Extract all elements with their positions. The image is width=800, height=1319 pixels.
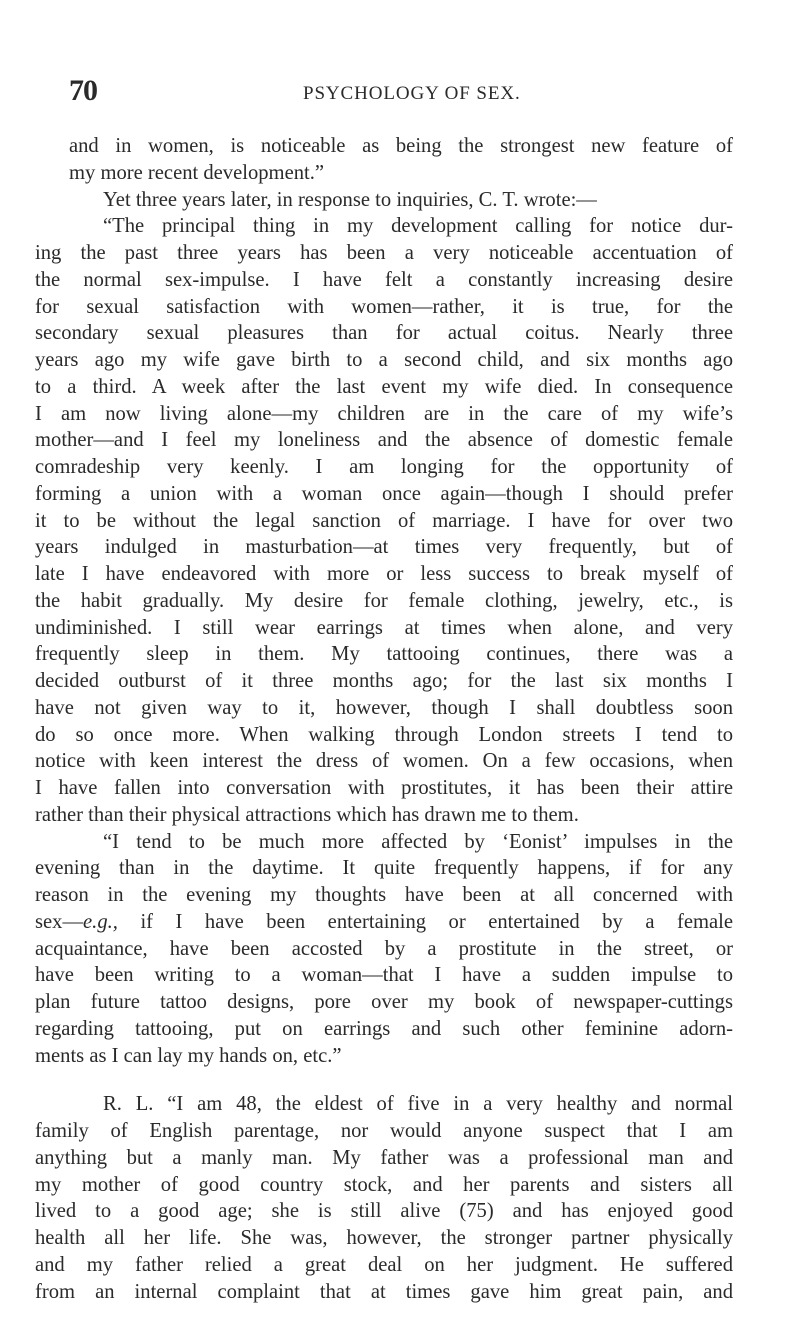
text-line: I am now living alone—my children are in the care of my wife’s bbox=[35, 402, 733, 425]
running-head bbox=[69, 76, 734, 110]
text-line: notice with keen interest the dress of women. On a few occasions, when bbox=[35, 750, 733, 773]
text-line: have not given way to it, however, though I shall doubtless soon bbox=[35, 696, 733, 719]
body-text bbox=[35, 133, 733, 1305]
text-line: ing the past three years has been a very noticeable accentuation of bbox=[35, 242, 733, 264]
running-title: PSYCHOLOGY OF SEX. bbox=[303, 83, 521, 104]
text-line: my mother of good country stock, and her parents and sisters all bbox=[35, 1173, 733, 1196]
paragraph-case-rl bbox=[35, 1091, 733, 1305]
text-line: “I tend to be much more affected by ‘Eonist’ impulses in the bbox=[103, 830, 733, 853]
text-line: the habit gradually. My desire for female clothing, jewelry, etc., is bbox=[35, 589, 733, 612]
text-line: “The principal thing in my development calling for notice dur- bbox=[103, 215, 733, 238]
text-line: from an internal complaint that at times gave him great pain, and bbox=[35, 1280, 733, 1303]
text-line: family of English parentage, nor would anyone suspect that I am bbox=[35, 1120, 733, 1142]
page-number: 70 bbox=[69, 74, 97, 107]
text-line: late I have endeavored with more or less success to break myself of bbox=[35, 563, 733, 585]
text-line: plan future tattoo designs, pore over my book of newspaper-cuttings bbox=[35, 991, 733, 1013]
text-line: for sexual satisfaction with women—rather, it is true, for the bbox=[35, 295, 733, 318]
text-line: it to be without the legal sanction of marriage. I have for over two bbox=[35, 509, 733, 532]
text-line: decided outburst of it three months ago; for the last six months I bbox=[35, 670, 733, 692]
text-line: my more recent development.” bbox=[69, 161, 325, 184]
text-run: sex— bbox=[35, 910, 84, 933]
paragraph-quote-eonist bbox=[35, 829, 733, 1070]
text-line: and my father relied a great deal on her judgment. He suffered bbox=[35, 1253, 733, 1276]
italic-abbreviation: e.g., bbox=[83, 910, 118, 933]
paragraph-continuation bbox=[69, 133, 733, 187]
paragraph-quote-principal bbox=[35, 213, 733, 828]
text-line: have been writing to a woman—that I have a sudden impulse to bbox=[35, 964, 733, 987]
text-line: ments as I can lay my hands on, etc.” bbox=[35, 1044, 342, 1067]
paragraph-wrote bbox=[69, 187, 733, 214]
text-line: rather than their physical attractions which has drawn me to them. bbox=[35, 803, 579, 826]
text-line: years indulged in masturbation—at times very frequently, but of bbox=[35, 536, 733, 559]
text-line: reason in the evening my thoughts have been at all concerned with bbox=[35, 884, 733, 906]
text-line: anything but a manly man. My father was a professional man and bbox=[35, 1146, 733, 1169]
text-line: and in women, is noticeable as being the strongest new feature of bbox=[69, 135, 733, 157]
text-line: R. L. “I am 48, the eldest of five in a very healthy and normal bbox=[103, 1093, 733, 1116]
text-line: acquaintance, have been accosted by a prostitute in the street, or bbox=[35, 937, 733, 960]
text-line: health all her life. She was, however, the stronger partner physically bbox=[35, 1227, 733, 1249]
text-line: mother—and I feel my loneliness and the absence of domestic female bbox=[35, 429, 733, 452]
text-line: years ago my wife gave birth to a second child, and six months ago bbox=[35, 349, 733, 371]
text-line: secondary sexual pleasures than for actual coitus. Nearly three bbox=[35, 322, 733, 345]
text-line: frequently sleep in them. My tattooing continues, there was a bbox=[35, 643, 733, 666]
text-line: comradeship very keenly. I am longing for the opportunity of bbox=[35, 456, 733, 478]
text-line: do so once more. When walking through London streets I tend to bbox=[35, 723, 733, 746]
text-line bbox=[35, 909, 733, 936]
text-line: lived to a good age; she is still alive (75) and has enjoyed good bbox=[35, 1200, 733, 1223]
text-line: Yet three years later, in response to inquiries, C. T. wrote:— bbox=[103, 188, 597, 211]
text-line: regarding tattooing, put on earrings and such other feminine adorn- bbox=[35, 1017, 733, 1040]
text-run: if I have been entertaining or entertained by a female bbox=[117, 910, 733, 933]
text-line: undiminished. I still wear earrings at times when alone, and very bbox=[35, 616, 733, 639]
text-line: I have fallen into conversation with prostitutes, it has been their attire bbox=[35, 777, 733, 799]
text-line: evening than in the daytime. It quite frequently happens, if for any bbox=[35, 857, 733, 880]
text-line: the normal sex-impulse. I have felt a constantly increasing desire bbox=[35, 268, 733, 291]
text-line: forming a union with a woman once again—though I should prefer bbox=[35, 482, 733, 505]
text-line: to a third. A week after the last event my wife died. In consequence bbox=[35, 375, 733, 398]
